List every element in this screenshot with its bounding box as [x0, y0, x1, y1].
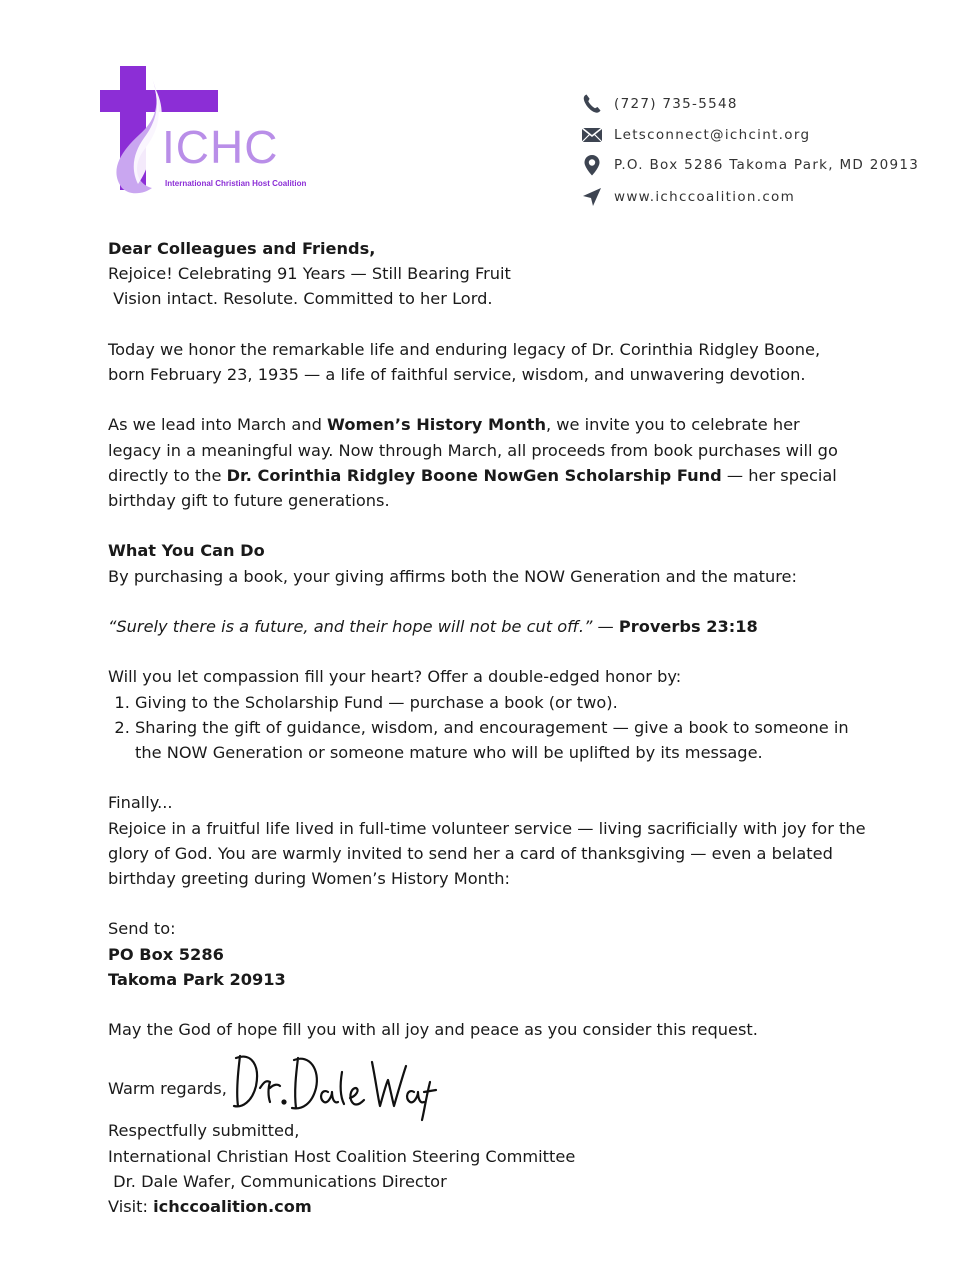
what-you-can-do-heading: What You Can Do: [108, 541, 265, 561]
contact-address: [580, 153, 919, 177]
action-list: [108, 690, 888, 766]
contact-phone-text: (727) 735-5548: [614, 96, 738, 112]
quote-text: “Surely there is a future, and their hope will not be cut off.”: [108, 616, 593, 636]
compassion-line: Will you let compassion fill your heart? Offer a double-edged honor by:: [108, 667, 682, 687]
contact-phone: [580, 92, 738, 116]
scripture-quote: [108, 614, 888, 639]
logo-subtitle: International Christian Host Coalition: [165, 179, 307, 188]
contact-email-text: Letsconnect@ichcint.org: [614, 127, 811, 143]
march-text-2: , we invite you to celebrate her legacy in a meaningful way. Now through March, all proceeds from book purchases will go directly to the: [108, 415, 838, 485]
signature-line: [108, 1042, 888, 1118]
warm-regards: Warm regards,: [108, 1079, 227, 1099]
mail-icon: [580, 123, 604, 147]
handwritten-signature: [230, 1042, 440, 1122]
phone-icon: [580, 92, 604, 116]
action-item-1: 1. Giving to the Scholarship Fund — purchase a book (or two).: [135, 690, 888, 715]
quote-separator: —: [592, 616, 619, 636]
navigation-arrow-icon: [580, 185, 604, 209]
rejoice-paragraph: Rejoice in a fruitful life lived in full-time volunteer service — living sacrificially with joy for the glory of God. You are warmly invited to send her a card of thanksgiving — even a belated birthday greeting during Women’s History Month:: [108, 818, 866, 888]
march-text-1: As we lead into March and: [108, 415, 328, 435]
contact-email: [580, 123, 810, 147]
scholarship-fund-name: Dr. Corinthia Ridgley Boone NowGen Scholarship Fund: [226, 465, 722, 485]
send-to-label: Send to:: [108, 919, 176, 939]
closing-line: Respectfully submitted,: [108, 1121, 300, 1141]
intro-line-1: Rejoice! Celebrating 91 Years — Still Bearing Fruit: [108, 264, 511, 284]
address-line-1: PO Box 5286: [108, 944, 224, 964]
logo-wordmark: ICHC: [162, 121, 279, 173]
quote-reference: Proverbs 23:18: [618, 616, 758, 636]
march-paragraph: [108, 412, 853, 513]
location-pin-icon: [580, 153, 604, 177]
finally-label: Finally...: [108, 793, 173, 813]
contact-website-text: www.ichccoalition.com: [614, 189, 796, 205]
blessing-line: May the God of hope fill you with all joy and peace as you consider this request.: [108, 1020, 758, 1040]
march-text-3: — her special birthday gift to future generations.: [108, 465, 837, 510]
womens-history-month: Women’s History Month: [327, 415, 547, 435]
letter-body: [108, 236, 888, 1219]
visit-line: [108, 1194, 888, 1219]
ichc-logo: [96, 60, 306, 200]
committee-name: International Christian Host Coalition Steering Committee: [108, 1146, 576, 1166]
visit-label: Visit:: [108, 1196, 154, 1216]
action-item-2: 2. Sharing the gift of guidance, wisdom, and encouragement — give a book to someone in the NOW Generation or someone mature who will be uplifted by its message.: [135, 715, 875, 765]
salutation: Dear Colleagues and Friends,: [108, 239, 376, 258]
address-line-2: Takoma Park 20913: [108, 969, 286, 989]
visit-link[interactable]: ichccoalition.com: [153, 1196, 312, 1216]
contact-address-text: P.O. Box 5286 Takoma Park, MD 20913: [614, 157, 920, 173]
intro-line-2: Vision intact. Resolute. Committed to her Lord.: [108, 289, 493, 309]
signer-title: Dr. Dale Wafer, Communications Director: [108, 1171, 447, 1191]
honor-paragraph: Today we honor the remarkable life and enduring legacy of Dr. Corinthia Ridgley Boone, born February 23, 1935 — a life of faithful service, wisdom, and unwavering devotion.: [108, 339, 821, 384]
contact-website: [580, 185, 795, 209]
what-you-can-do-text: By purchasing a book, your giving affirms both the NOW Generation and the mature:: [108, 566, 797, 586]
